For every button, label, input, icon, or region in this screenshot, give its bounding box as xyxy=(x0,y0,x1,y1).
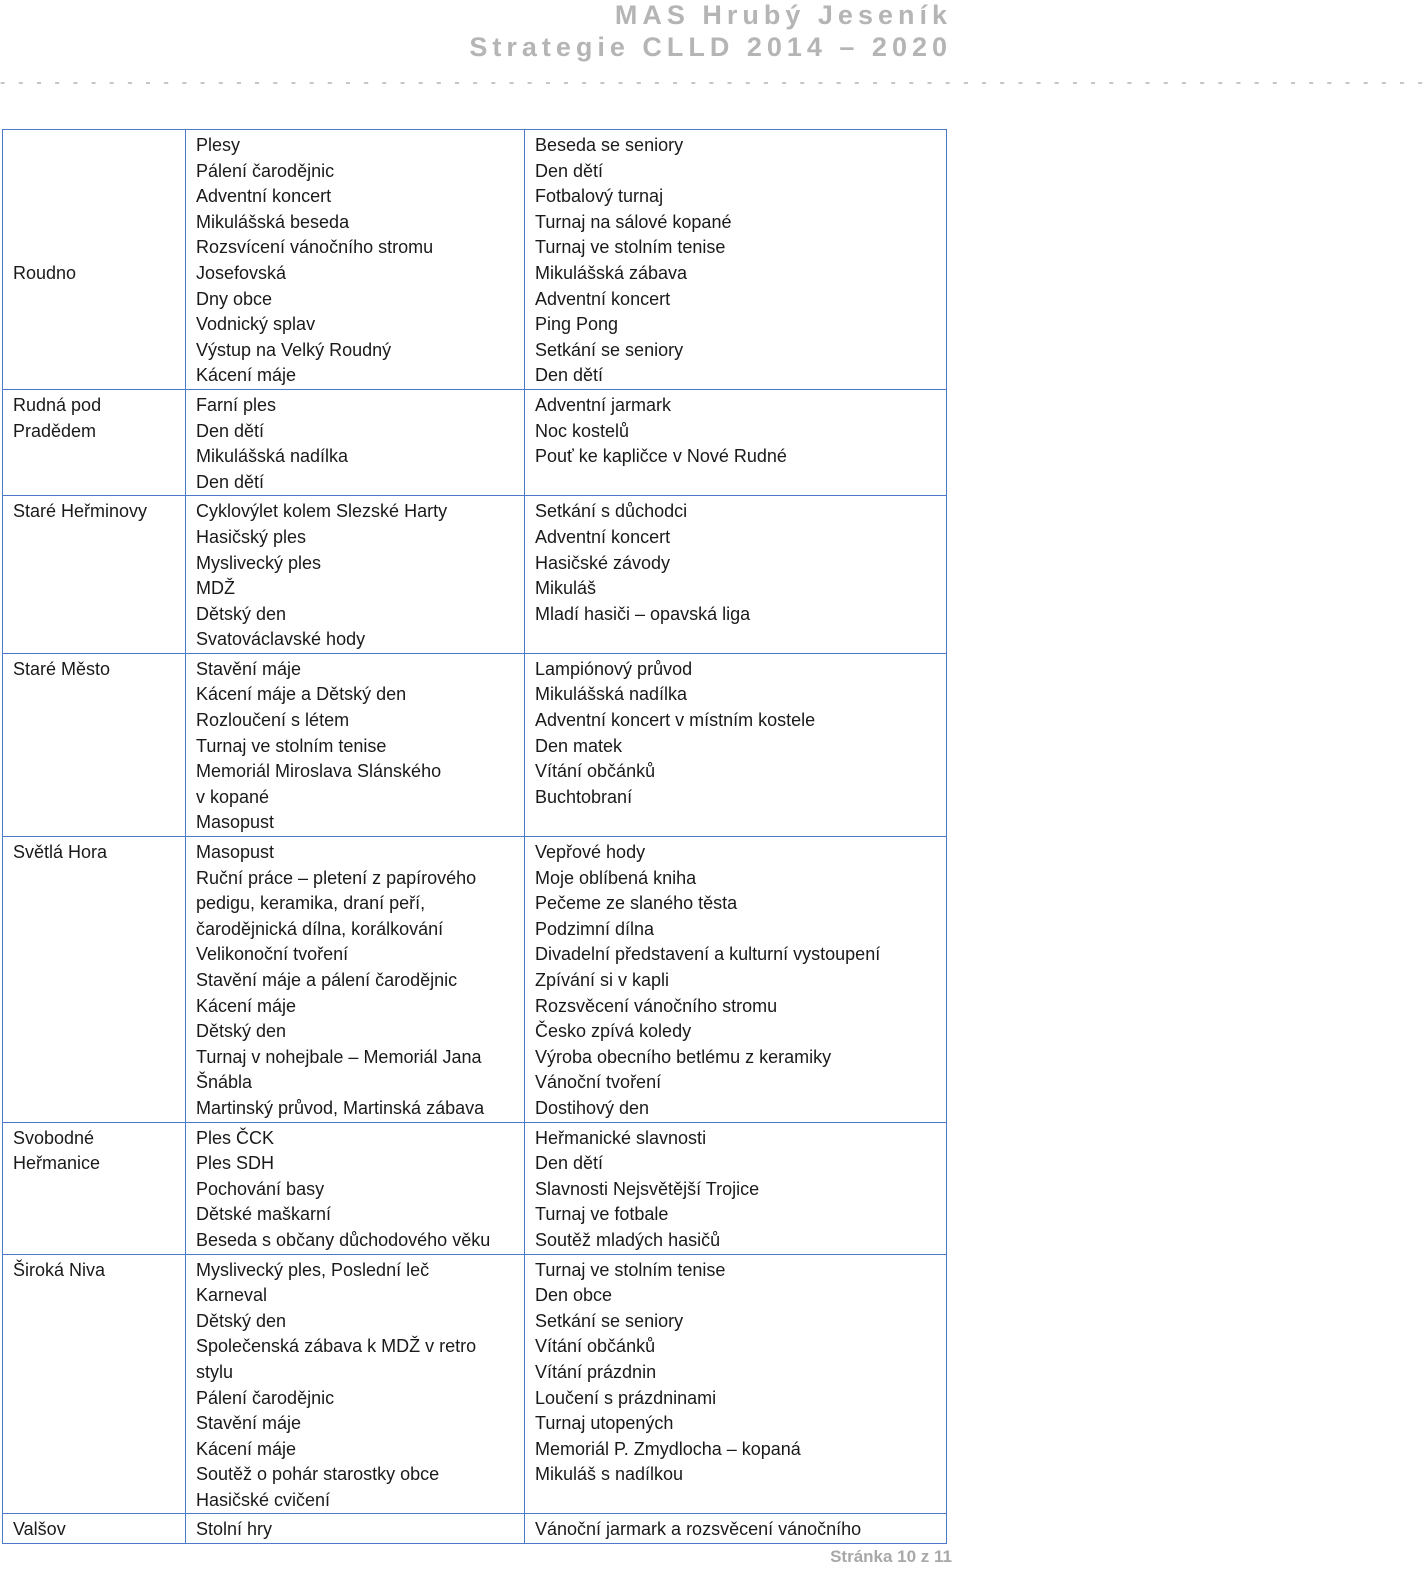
event-item: Adventní koncert xyxy=(535,526,671,547)
municipality-cell xyxy=(3,1514,186,1544)
event-item: Stolní hry xyxy=(196,1519,273,1540)
event-item: Divadelní představení a kulturní vystoupení xyxy=(535,944,881,965)
event-item: Myslivecký ples, Poslední leč xyxy=(196,1259,430,1280)
event-item: Kácení máje xyxy=(196,995,297,1016)
event-item: čarodějnická dílna, korálkování xyxy=(196,918,444,939)
event-item: Adventní koncert xyxy=(535,288,671,309)
event-item: Turnaj ve stolním tenise xyxy=(535,1259,726,1280)
event-item: Buchtobraní xyxy=(535,786,633,807)
municipality-name xyxy=(13,159,177,185)
event-item: Vánoční tvoření xyxy=(535,1072,662,1093)
event-item: Setkání se seniory xyxy=(535,1310,684,1331)
municipality-name: Valšov xyxy=(13,1519,66,1540)
event-item: Memoriál Miroslava Slánského xyxy=(196,761,442,782)
event-item: Kácení máje xyxy=(196,365,297,386)
municipality-cell xyxy=(3,389,186,495)
municipality-name xyxy=(13,133,177,159)
municipality-name: Heřmanice xyxy=(13,1153,101,1174)
event-item: Vodnický splav xyxy=(196,314,316,335)
municipality-name: Roudno xyxy=(13,262,77,283)
table-row xyxy=(3,1514,947,1544)
municipality-cell xyxy=(3,653,186,836)
event-item: Myslivecký ples xyxy=(196,552,322,573)
event-item: Svatováclavské hody xyxy=(196,629,366,650)
event-item: Mikulášská nadílka xyxy=(196,446,349,467)
event-item: Beseda se seniory xyxy=(535,135,684,155)
event-item: Den obce xyxy=(535,1285,613,1306)
event-item: Masopust xyxy=(196,812,275,833)
event-item: Turnaj utopených xyxy=(535,1413,674,1434)
event-item: Turnaj v nohejbale – Memoriál Jana xyxy=(196,1046,482,1067)
event-item: Pochování basy xyxy=(196,1178,325,1199)
event-item: Vítání prázdnin xyxy=(535,1361,657,1382)
event-item: Podzimní dílna xyxy=(535,918,655,939)
event-item: Vítání občánků xyxy=(535,761,656,782)
event-item: Mikulášská nadílka xyxy=(535,684,688,705)
event-item: Stavění máje xyxy=(196,1413,302,1434)
event-item: Turnaj ve stolním tenise xyxy=(196,735,387,756)
event-item: Den dětí xyxy=(535,160,604,181)
event-item: MDŽ xyxy=(196,578,235,599)
municipality-cell xyxy=(3,1254,186,1514)
event-item: Velikonoční tvoření xyxy=(196,944,349,965)
events-cell xyxy=(525,1514,947,1544)
event-item: Memoriál P. Zmydlocha – kopaná xyxy=(535,1438,801,1459)
event-item: Mikuláš xyxy=(535,578,597,599)
event-item: pedigu, keramika, draní peří, xyxy=(196,893,426,914)
event-item: Rozsvícení vánočního stromu xyxy=(196,237,434,258)
event-item: stylu xyxy=(196,1361,234,1382)
events-table xyxy=(2,129,947,1544)
events-cell xyxy=(525,130,947,390)
table-row xyxy=(3,1122,947,1254)
event-item: Dětský den xyxy=(196,1310,287,1331)
municipality-name xyxy=(13,184,177,210)
event-item: Stavění máje a pálení čarodějnic xyxy=(196,970,458,990)
event-item: Stavění máje xyxy=(196,658,302,679)
header-separator: - - - - - - - - - - - - - - - - - - - - - - - - - - - - - - - - - - - - - - - - - - - - - - - - - - - - - - - - - - - - - - - - - - - - - - - - - - - - - - - xyxy=(0,74,1427,91)
event-item: Vítání občánků xyxy=(535,1336,656,1357)
event-item: Beseda s občany důchodového věku xyxy=(196,1229,491,1250)
event-item: Ping Pong xyxy=(535,314,619,335)
event-item: Den dětí xyxy=(196,471,265,492)
event-item: Mikulášská beseda xyxy=(196,211,350,232)
municipality-name: Rudná pod xyxy=(13,394,102,415)
event-item: Masopust xyxy=(196,842,275,863)
event-item: Kácení máje xyxy=(196,1438,297,1459)
event-item: Soutěž mladých hasičů xyxy=(535,1229,721,1250)
event-item: Adventní koncert xyxy=(196,186,332,207)
table-row xyxy=(3,1254,947,1514)
events-cell xyxy=(186,1122,525,1254)
event-item: Slavnosti Nejsvětější Trojice xyxy=(535,1178,760,1199)
events-cell xyxy=(186,130,525,390)
events-cell xyxy=(186,1254,525,1514)
event-item: Josefovská xyxy=(196,262,287,283)
events-cell xyxy=(525,1122,947,1254)
event-item: Kácení máje a Dětský den xyxy=(196,684,407,705)
event-item: Ples ČCK xyxy=(196,1127,275,1148)
event-item: Šnábla xyxy=(196,1072,253,1093)
event-item: Hasičské cvičení xyxy=(196,1489,331,1510)
event-item: Pálení čarodějnic xyxy=(196,1387,335,1408)
table-row xyxy=(3,653,947,836)
event-item: Zpívání si v kapli xyxy=(535,970,670,990)
municipality-name xyxy=(13,235,177,261)
table-row xyxy=(3,130,947,390)
event-item: Noc kostelů xyxy=(535,420,630,441)
event-item: Hasičský ples xyxy=(196,526,307,547)
events-table-body xyxy=(3,130,947,1544)
event-item: Vepřové hody xyxy=(535,842,646,863)
event-item: Česko zpívá koledy xyxy=(535,1021,692,1042)
event-item: Vánoční jarmark a rozsvěcení vánočního xyxy=(535,1519,862,1540)
event-item: Heřmanické slavnosti xyxy=(535,1127,707,1148)
events-cell xyxy=(186,1514,525,1544)
event-item: Den dětí xyxy=(196,420,265,441)
event-item: Dětské maškarní xyxy=(196,1204,332,1225)
events-cell xyxy=(525,496,947,654)
municipality-cell xyxy=(3,1122,186,1254)
municipality-cell xyxy=(3,837,186,1123)
event-item: Hasičské závody xyxy=(535,552,671,573)
table-row xyxy=(3,389,947,495)
municipality-name: Staré Heřminovy xyxy=(13,501,148,522)
events-cell xyxy=(525,653,947,836)
municipality-name: Široká Niva xyxy=(13,1259,106,1280)
events-cell xyxy=(525,389,947,495)
event-item: Ruční práce – pletení z papírového xyxy=(196,867,477,888)
event-item: Loučení s prázdninami xyxy=(535,1387,717,1408)
municipality-name: Světlá Hora xyxy=(13,842,108,863)
municipality-cell xyxy=(3,130,186,390)
event-item: Turnaj ve fotbale xyxy=(535,1204,669,1225)
events-cell xyxy=(186,837,525,1123)
table-row xyxy=(3,837,947,1123)
event-item: Pouť ke kapličce v Nové Rudné xyxy=(535,446,787,467)
event-item: Den matek xyxy=(535,735,623,756)
municipality-name: Pradědem xyxy=(13,420,97,441)
event-item: Ples SDH xyxy=(196,1153,275,1174)
event-item: Společenská zábava k MDŽ v retro xyxy=(196,1336,477,1357)
event-item: Turnaj na sálové kopané xyxy=(535,211,732,232)
event-item: Plesy xyxy=(196,135,241,155)
events-cell xyxy=(525,1254,947,1514)
event-item: Pečeme ze slaného těsta xyxy=(535,893,738,914)
event-item: Dny obce xyxy=(196,288,273,309)
events-cell xyxy=(186,389,525,495)
event-item: Martinský průvod, Martinská zábava xyxy=(196,1097,485,1118)
document-title: MAS Hrubý Jeseník xyxy=(614,0,952,30)
event-item: Karneval xyxy=(196,1285,268,1306)
event-item: Turnaj ve stolním tenise xyxy=(535,237,726,258)
municipality-name: Staré Město xyxy=(13,658,111,679)
events-cell xyxy=(186,653,525,836)
event-item: Dětský den xyxy=(196,603,287,624)
event-item: Setkání s důchodci xyxy=(535,501,688,522)
event-item: Dostihový den xyxy=(535,1097,650,1118)
event-item: Cyklovýlet kolem Slezské Harty xyxy=(196,501,448,522)
page-number: Stránka 10 z 11 xyxy=(830,1547,952,1566)
table-row xyxy=(3,496,947,654)
events-cell xyxy=(525,837,947,1123)
event-item: Pálení čarodějnic xyxy=(196,160,335,181)
events-cell xyxy=(186,496,525,654)
event-item: Mladí hasiči – opavská liga xyxy=(535,603,751,624)
event-item: Adventní koncert v místním kostele xyxy=(535,710,816,731)
event-item: Rozsvěcení vánočního stromu xyxy=(535,995,778,1016)
event-item: Lampiónový průvod xyxy=(535,658,693,679)
municipality-name: Svobodné xyxy=(13,1127,95,1148)
event-item: Mikuláš s nadílkou xyxy=(535,1464,684,1485)
municipality-cell xyxy=(3,496,186,654)
event-item: Dětský den xyxy=(196,1021,287,1042)
event-item: Den dětí xyxy=(535,1153,604,1174)
event-item: Výstup na Velký Roudný xyxy=(196,339,392,360)
event-item: Setkání se seniory xyxy=(535,339,684,360)
event-item: Fotbalový turnaj xyxy=(535,186,664,207)
event-item: Výroba obecního betlému z keramiky xyxy=(535,1046,832,1067)
document-subtitle: Strategie CLLD 2014 – 2020 xyxy=(469,32,952,62)
event-item: Den dětí xyxy=(535,365,604,386)
event-item: Moje oblíbená kniha xyxy=(535,867,697,888)
municipality-name xyxy=(13,210,177,236)
event-item: Farní ples xyxy=(196,394,277,415)
event-item: v kopané xyxy=(196,786,270,807)
event-item: Soutěž o pohár starostky obce xyxy=(196,1464,440,1485)
event-item: Adventní jarmark xyxy=(535,394,672,415)
event-item: Rozloučení s létem xyxy=(196,710,350,731)
event-item: Mikulášská zábava xyxy=(535,262,688,283)
